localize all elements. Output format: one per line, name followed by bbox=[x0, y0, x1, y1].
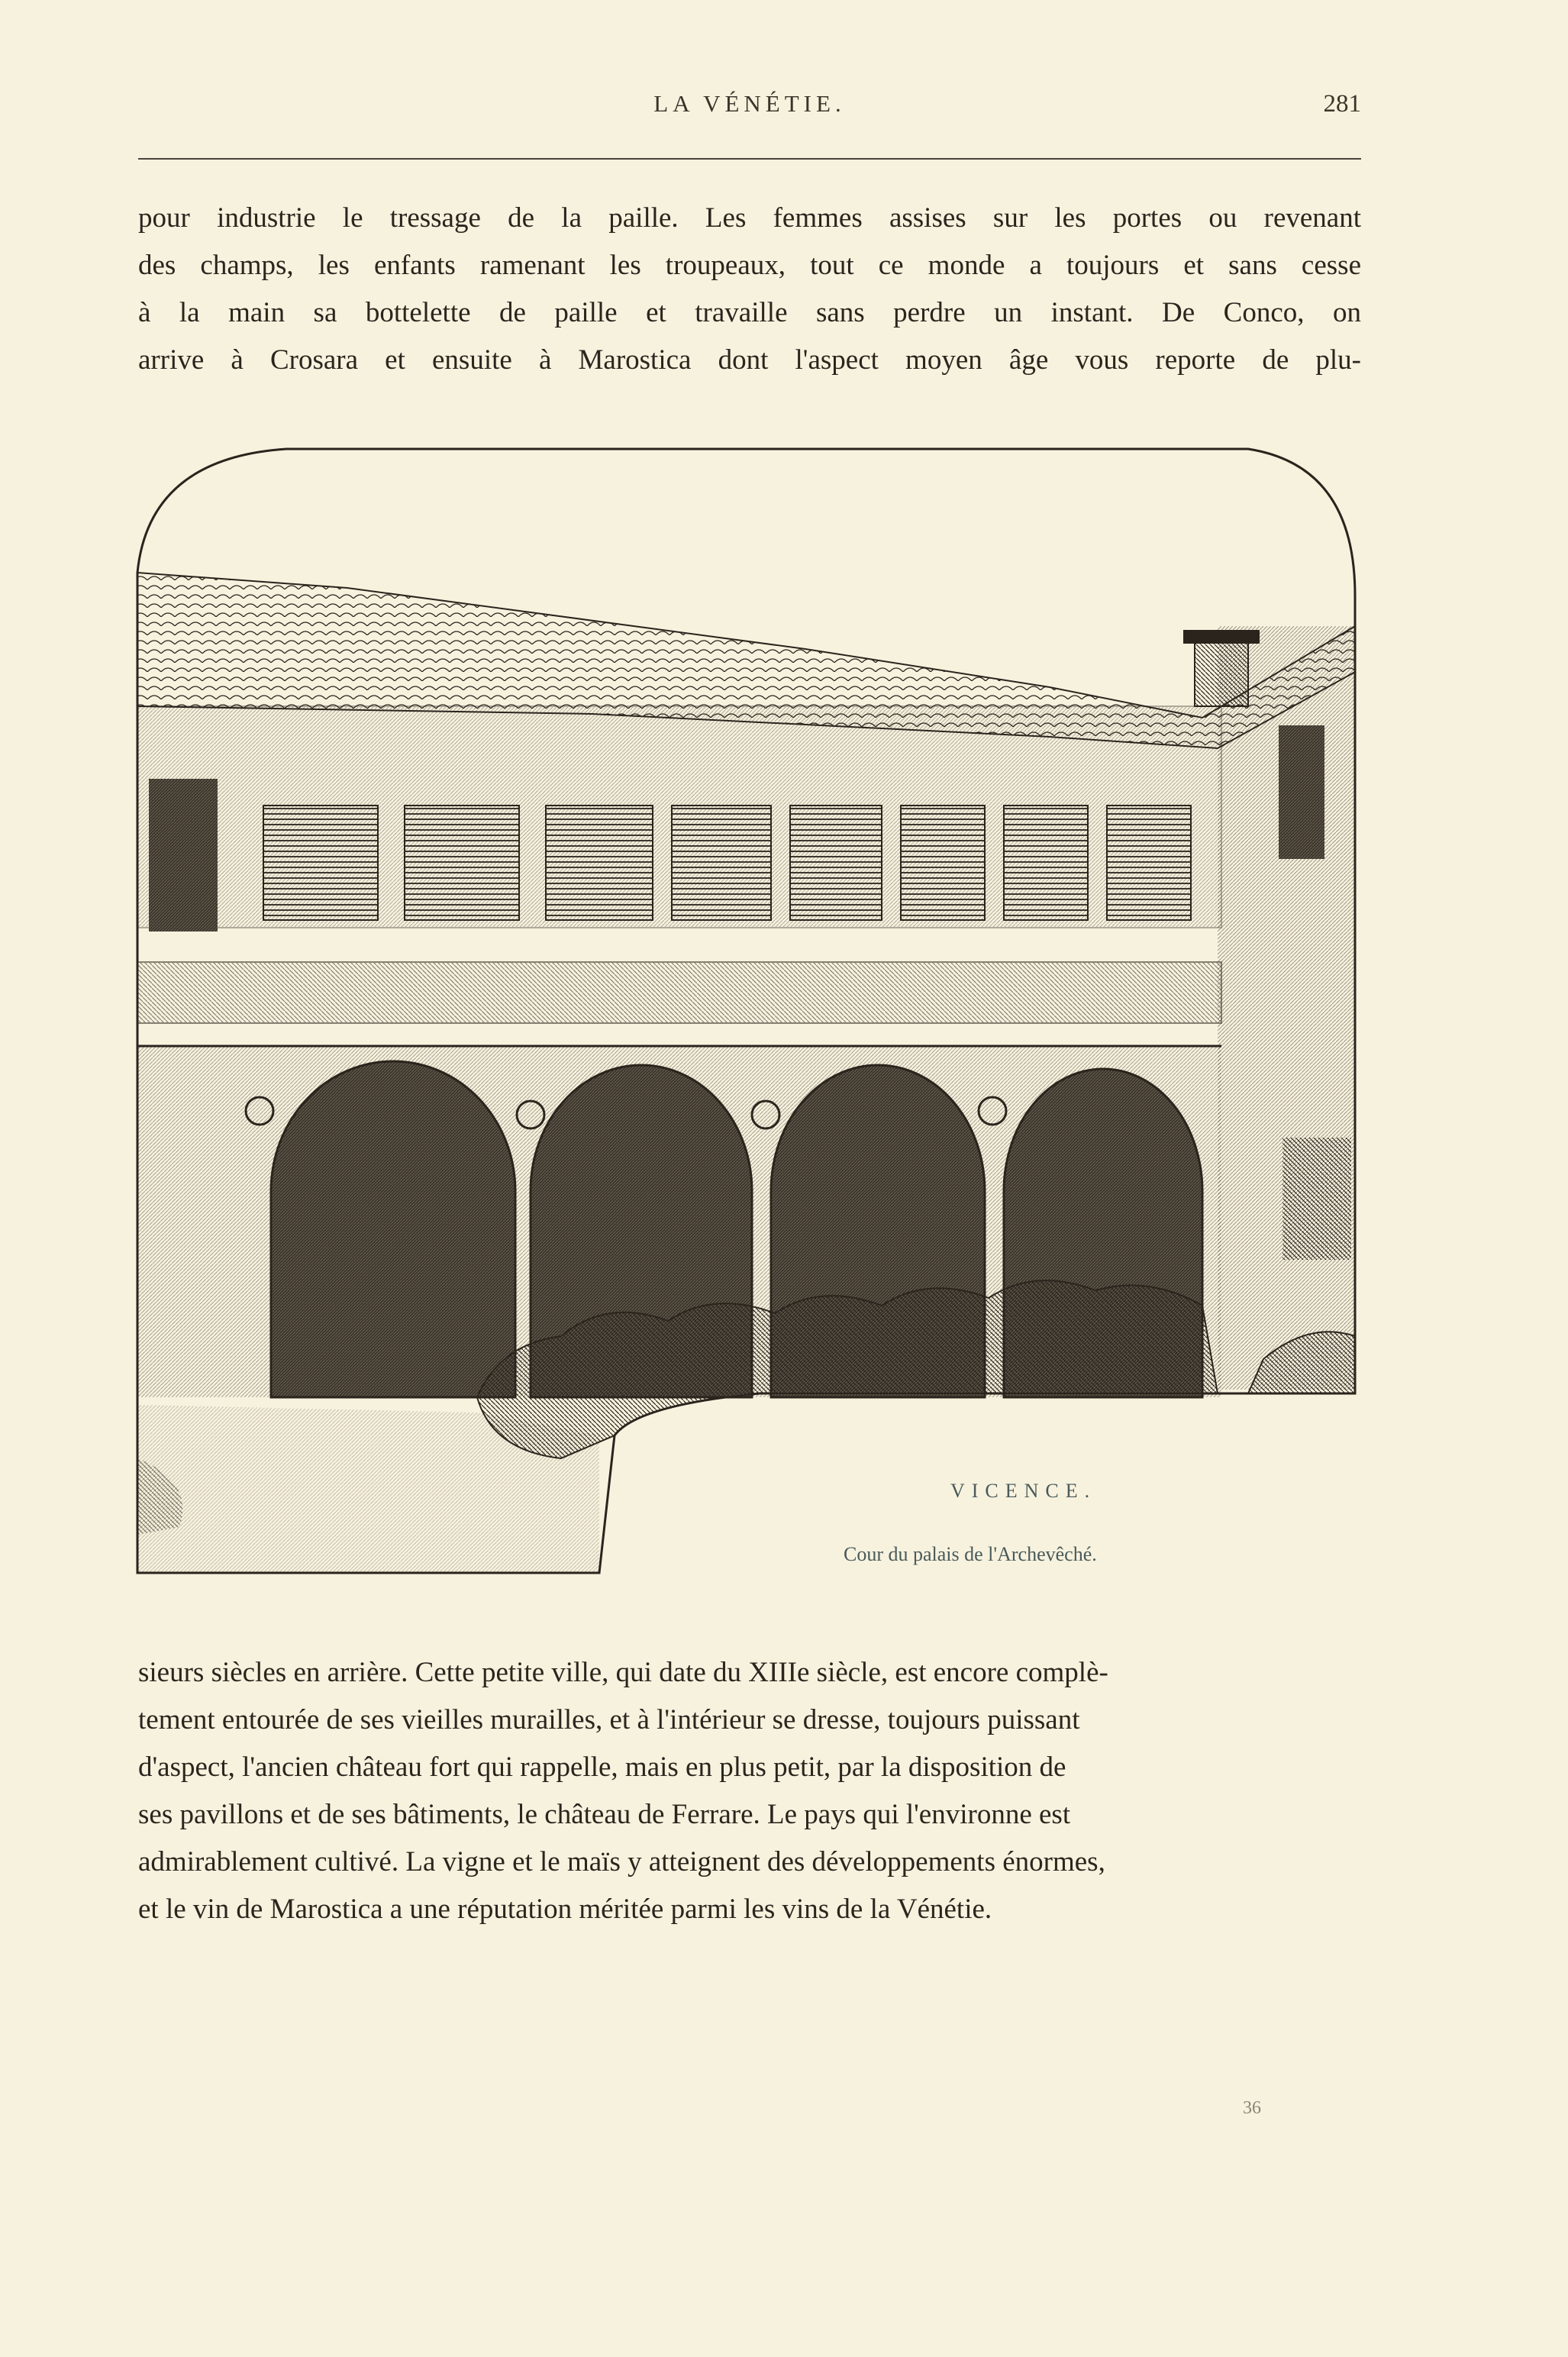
paragraph-bottom bbox=[138, 1649, 1361, 1939]
text-line: tement entourée de ses vieilles murailles, et à l'intérieur se dresse, toujours puissant bbox=[138, 1704, 1080, 1735]
paragraph-top bbox=[138, 195, 1361, 386]
figure-caption-subject: Cour du palais de l'Archevêché. bbox=[844, 1543, 1097, 1565]
header-rule bbox=[138, 158, 1361, 160]
running-title: LA VÉNÉTIE. bbox=[653, 90, 846, 117]
figure-caption-place: VICENCE. bbox=[950, 1480, 1097, 1502]
text-line: sieurs siècles en arrière. Cette petite ville, qui date du XIIIe siècle, est encore complè- bbox=[138, 1657, 1108, 1688]
text-line: et le vin de Marostica a une réputation méritée parmi les vins de la Vénétie. bbox=[138, 1894, 992, 1925]
engraving-figure bbox=[134, 443, 1359, 1619]
text-line: admirablement cultivé. La vigne et le maïs y atteignent des développements énormes, bbox=[138, 1846, 1105, 1878]
text-line: d'aspect, l'ancien château fort qui rappelle, mais en plus petit, par la disposition de bbox=[138, 1752, 1066, 1783]
running-head bbox=[138, 90, 1361, 136]
text-line: à la main sa bottelette de paille et travaille sans perdre un instant. De Conco, on bbox=[138, 297, 1361, 328]
signature-mark: 36 bbox=[1243, 2098, 1261, 2118]
text-line: arrive à Crosara et ensuite à Marostica dont l'aspect moyen âge vous reporte de plu- bbox=[138, 344, 1361, 376]
page-number: 281 bbox=[1323, 90, 1361, 118]
text-line: des champs, les enfants ramenant les troupeaux, tout ce monde a toujours et sans cesse bbox=[138, 250, 1361, 281]
text-line: pour industrie le tressage de la paille. Les femmes assises sur les portes ou revenant bbox=[138, 202, 1361, 234]
text-line: ses pavillons et de ses bâtiments, le château de Ferrare. Le pays qui l'environne est bbox=[138, 1799, 1071, 1830]
engraving-illustration bbox=[134, 443, 1359, 1619]
